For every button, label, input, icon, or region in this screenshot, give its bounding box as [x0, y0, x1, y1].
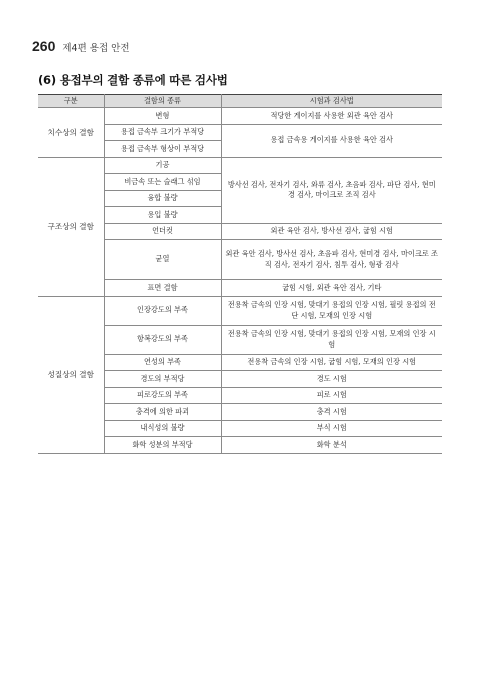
- column-header-test-method: 시험과 검사법: [221, 95, 442, 108]
- method-cell: 피로 시험: [221, 387, 442, 404]
- table-row: [38, 108, 442, 125]
- defect-cell: 항복강도의 부족: [104, 325, 221, 354]
- page-header: [32, 38, 130, 54]
- method-cell: 굽힘 시험, 외관 육안 검사, 기타: [221, 280, 442, 297]
- method-cell: 경도 시험: [221, 371, 442, 388]
- defect-cell: 기공: [104, 157, 221, 174]
- method-cell: 화학 분석: [221, 437, 442, 454]
- defect-cell: 피로강도의 부족: [104, 387, 221, 404]
- section-title: (6) 용접부의 결함 종류에 따른 검사법: [38, 73, 228, 87]
- chapter-title: 제4편 용접 안전: [62, 43, 130, 54]
- defect-cell: 용입 불량: [104, 207, 221, 224]
- defect-cell: 용접 금속부 형상이 부적당: [104, 141, 221, 158]
- defect-cell: 경도의 부적당: [104, 371, 221, 388]
- column-header-defect-type: 결함의 종류: [104, 95, 221, 108]
- defect-cell: 내식성의 불량: [104, 420, 221, 437]
- method-cell: 외관 육안 검사, 방사선 검사, 굽힘 시험: [221, 223, 442, 240]
- defect-cell: 인장강도의 부족: [104, 296, 221, 325]
- method-cell: 전용착 금속의 인장 시험, 굽힘 시험, 모재의 인장 시험: [221, 354, 442, 371]
- method-cell: 외관 육안 검사, 방사선 검사, 초음파 검사, 현미경 검사, 마이크로 조직 검사, 전자기 검사, 침투 검사, 형광 검사: [221, 240, 442, 280]
- defect-cell: 연성의 부족: [104, 354, 221, 371]
- defect-cell: 언더컷: [104, 223, 221, 240]
- method-cell: 전용착 금속의 인장 시험, 맞대기 용접의 인장 시험, 필릿 용접의 전단 시험, 모재의 인장 시험: [221, 296, 442, 325]
- table-row: [38, 157, 442, 174]
- table-row: [38, 296, 442, 325]
- defect-cell: 화학 성분의 부적당: [104, 437, 221, 454]
- table-header-row: [38, 95, 442, 108]
- defect-cell: 균열: [104, 240, 221, 280]
- inspection-method-table: [38, 94, 442, 454]
- method-cell: 방사선 검사, 전자기 검사, 와류 검사, 초음파 검사, 파단 검사, 현미경 검사, 마이크로 조직 검사: [221, 157, 442, 223]
- defect-cell: 비금속 또는 슬래그 섞임: [104, 174, 221, 191]
- group-label-structural: 구조상의 결함: [38, 157, 104, 296]
- method-cell: 부식 시험: [221, 420, 442, 437]
- column-header-category: 구분: [38, 95, 104, 108]
- method-cell: 용접 금속용 게이지를 사용한 육안 검사: [221, 124, 442, 157]
- method-cell: 전용착 금속의 인장 시험, 맞대기 용접의 인장 시험, 모재의 인장 시험: [221, 325, 442, 354]
- group-label-property: 성질상의 결함: [38, 296, 104, 453]
- group-label-dimensional: 치수상의 결함: [38, 108, 104, 158]
- defect-cell: 표면 결함: [104, 280, 221, 297]
- page-number: 260: [32, 38, 56, 54]
- method-cell: 적당한 게이지를 사용한 외관 육안 검사: [221, 108, 442, 125]
- defect-cell: 용접 금속부 크기가 부적당: [104, 124, 221, 141]
- defect-cell: 융합 불량: [104, 190, 221, 207]
- method-cell: 충격 시험: [221, 404, 442, 421]
- defect-cell: 변형: [104, 108, 221, 125]
- defect-cell: 충격에 의한 파괴: [104, 404, 221, 421]
